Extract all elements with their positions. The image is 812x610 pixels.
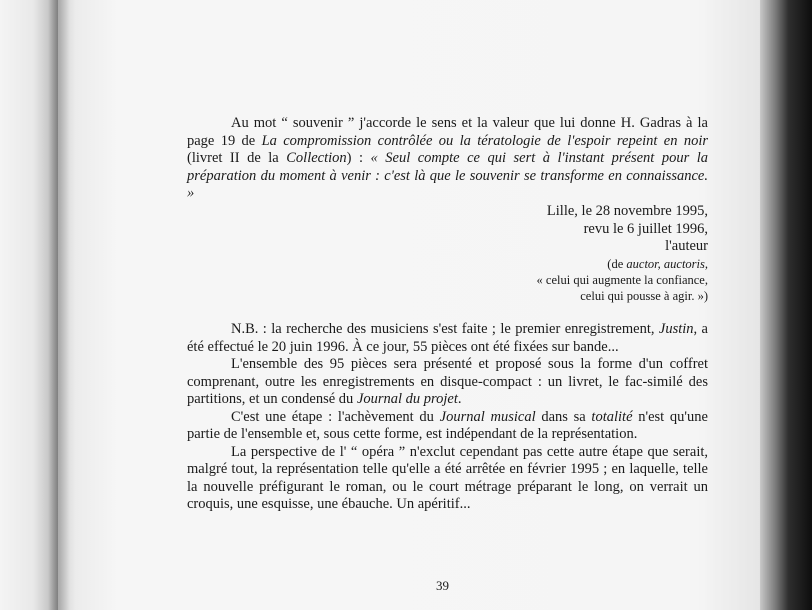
nb-paragraph-3: C'est une étape : l'achèvement du Journal musical dans sa totalité n'est qu'une partie de l'ensemble et, sous cette forme, est indépendant de la représentation.	[187, 408, 708, 442]
signature-block	[537, 203, 708, 304]
signature-etymology: (de auctor, auctoris,	[607, 256, 708, 271]
page-number: 39	[436, 578, 449, 593]
gutter-shadow	[48, 0, 70, 610]
nb-section	[187, 321, 708, 514]
right-page-edge	[760, 0, 812, 610]
nb-paragraph-2: L'ensemble des 95 pièces sera présenté et proposé sous la forme d'un coffret comprenant, outre les enregistrements en disque-compact : un livret, le fac-similé des partitions, et un condensé du Journal du projet.	[187, 356, 708, 407]
show-through	[300, 222, 560, 292]
nb-paragraph-4: La perspective de l' “ opéra ” n'exclut cependant pas cette autre étape que serait, malgré tout, la représentation telle qu'elle a été arrêtée en février 1995 ; en laquelle, telle la nouvelle préfigurant le roman, ou le court métrage préparant le long, on verrait un croquis, une esquisse, une ébauche. Un apéritif...	[187, 443, 708, 512]
signature-author: l'auteur	[665, 238, 708, 254]
nb-paragraph-1: N.B. : la recherche des musiciens s'est faite ; le premier enregistrement, Justin, a été effectué le 20 juin 1996. À ce jour, 55 pièces ont été fixées sur bande...	[187, 321, 708, 355]
opening-paragraph: Au mot “ souvenir ” j'accorde le sens et la valeur que lui donne H. Gadras à la page 19 de La compromission contrôlée ou la tératologie de l'espoir repeint en noir (livret II de la Collection) : « Seul compte ce qui sert à l'instant présent pour la préparation du moment à venir : c'est là que le souvenir se transforme en connaissance. »	[187, 115, 708, 201]
signature-place-date: Lille, le 28 novembre 1995,	[546, 203, 708, 219]
signature-gloss-2: celui qui pousse à agir. »)	[580, 288, 708, 303]
page	[58, 0, 790, 610]
signature-gloss-1: « celui qui augmente la confiance,	[536, 272, 708, 287]
signature-revision: revu le 6 juillet 1996,	[583, 220, 708, 237]
